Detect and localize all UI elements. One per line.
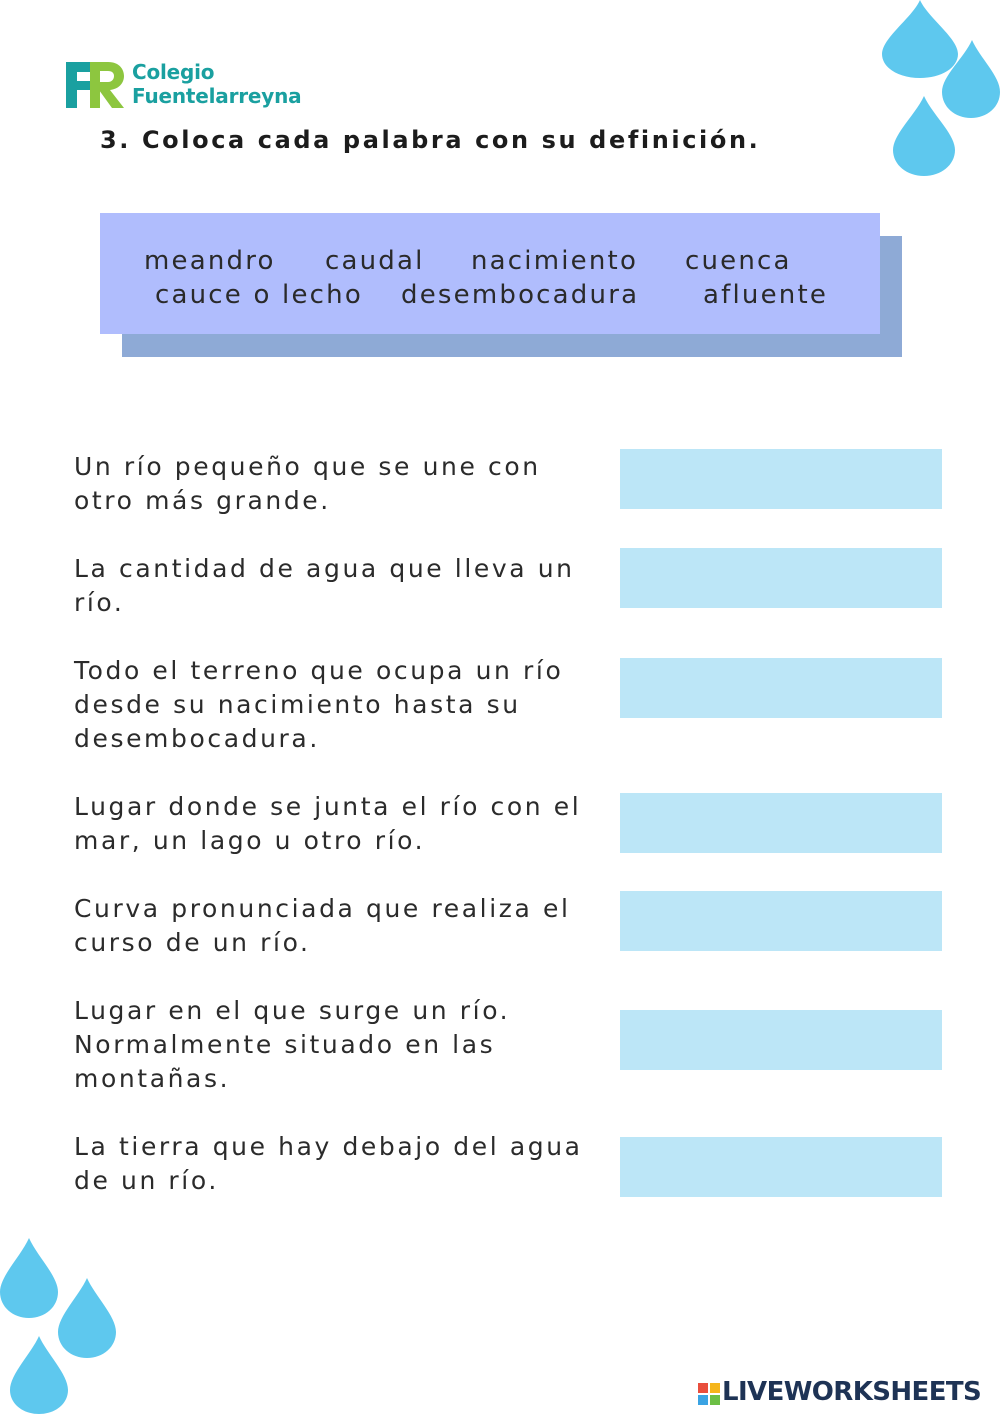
- word-bank-word: desembocadura: [401, 280, 640, 310]
- definition-text: La tierra que hay debajo del agua de un río.: [74, 1132, 583, 1195]
- answer-input[interactable]: [620, 658, 942, 718]
- answer-input[interactable]: [620, 548, 942, 608]
- water-drop-icon: [10, 1336, 68, 1414]
- water-drop-icon: [0, 1238, 58, 1318]
- answer-input[interactable]: [620, 793, 942, 853]
- water-drop-icon: [893, 96, 955, 176]
- word-bank-word: caudal: [325, 246, 425, 276]
- liveworksheets-logo-icon: [698, 1383, 720, 1405]
- definition-text: La cantidad de agua que lleva un río.: [74, 554, 575, 617]
- answer-input[interactable]: [620, 449, 942, 509]
- school-logo: [66, 58, 326, 114]
- definition-text: Lugar en el que surge un río. Normalmente situado en las montañas.: [74, 996, 511, 1093]
- logo-line-1: Colegio: [132, 60, 215, 84]
- answer-input[interactable]: [620, 1010, 942, 1070]
- definition-text: Curva pronunciada que realiza el curso de un río.: [74, 894, 571, 957]
- fr-logo-icon: [66, 60, 128, 110]
- brand-name: LIVEWORKSHEETS: [722, 1377, 982, 1407]
- definition-text: Lugar donde se junta el río con el mar, un lago u otro río.: [74, 792, 582, 855]
- definition-text: Un río pequeño que se une con otro más grande.: [74, 452, 541, 515]
- word-bank-word: cauce o lecho: [155, 280, 363, 310]
- exercise-title: 3. Coloca cada palabra con su definición.: [100, 126, 761, 154]
- definition-text: Todo el terreno que ocupa un río desde su nacimiento hasta su desembocadura.: [74, 656, 564, 753]
- answer-input[interactable]: [620, 1137, 942, 1197]
- word-bank-word: nacimiento: [471, 246, 639, 276]
- answer-input[interactable]: [620, 891, 942, 951]
- word-bank-word: meandro: [144, 246, 276, 276]
- word-bank-word: afluente: [703, 280, 829, 310]
- word-bank-word: cuenca: [685, 246, 792, 276]
- liveworksheets-brand: [698, 1377, 998, 1411]
- logo-line-2: Fuentelarreyna: [132, 84, 302, 108]
